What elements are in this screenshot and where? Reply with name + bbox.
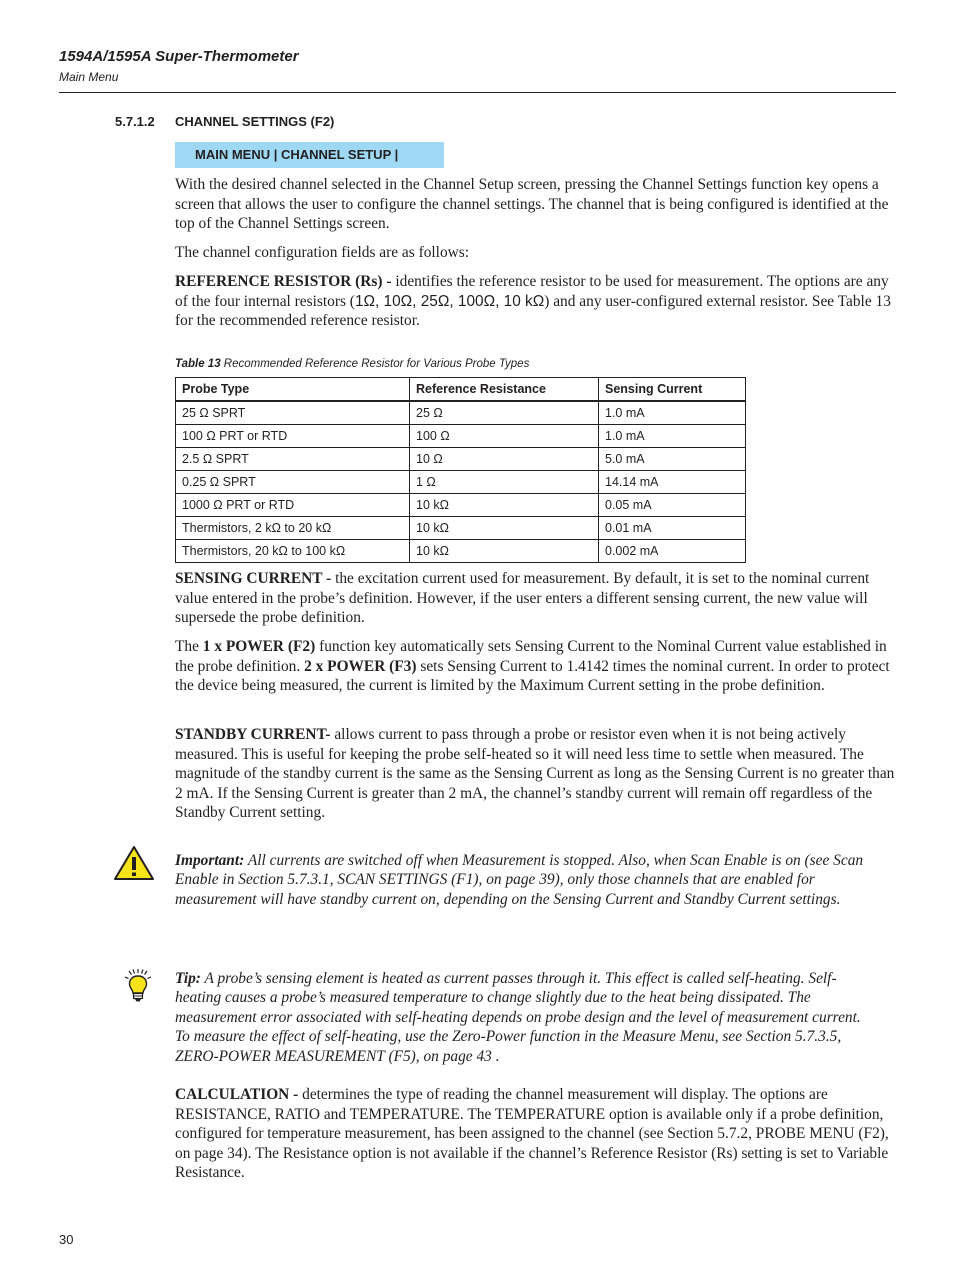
cell-reference-resistance: 10 kΩ [410, 540, 599, 563]
section-title: CHANNEL SETTINGS (F2) [175, 114, 335, 129]
sensing-current-paragraph [175, 569, 897, 628]
section-number: 5.7.1.2 [115, 114, 155, 129]
table-row [176, 471, 746, 494]
power-f3-term: 2 x POWER (F3) [304, 657, 417, 675]
reference-resistor-text: identifies the reference resistor to be used for measurement. The options are any of the four internal resistors ( [175, 273, 889, 310]
tip-text: A probe’s sensing element is heated as current passes through it. This effect is called self-heating. Self-heating causes a probe’s measured temperature to change slightly due to the heat being dissipated. The measurement error associated with self-heating depends on probe design and the level of measurement current. To measure the effect of self-heating, use the Zero-Power function in the Measure Menu, see Section 5.7.3.5, ZERO-POWER MEASUREMENT (F5), on page 43 . [175, 970, 861, 1065]
document-subtitle: Main Menu [59, 70, 119, 84]
power-f2-term: 1 x POWER (F2) [202, 638, 316, 655]
cell-reference-resistance: 10 Ω [410, 448, 599, 471]
calculation-text: determines the type of reading the channel measurement will display. The options are RESISTANCE, RATIO and TEMPERATURE. The TEMPERATURE option is available only if a probe definition, configured for temperature measurement, has been assigned to the channel (see Section 5.7.2, PROBE MENU (F2), on page 34). The Resistance option is not available if the channel’s Reference Resistor (Rs) setting is set to Variable Resistance. [175, 1086, 889, 1182]
header-reference-resistance: Reference Resistance [410, 378, 599, 402]
cell-probe-type: Thermistors, 2 kΩ to 20 kΩ [176, 517, 410, 540]
important-label: Important: [175, 852, 245, 869]
calculation-paragraph [175, 1085, 897, 1183]
table-caption-label: Table 13 [175, 358, 221, 370]
reference-resistor-paragraph [175, 272, 897, 331]
cell-reference-resistance: 100 Ω [410, 425, 599, 448]
lightbulb-icon [123, 968, 153, 1002]
reference-resistor-values: 1Ω, 10Ω, 25Ω, 100Ω, 10 kΩ [354, 292, 545, 310]
reference-resistor-table [175, 377, 746, 563]
cell-sensing-current: 0.002 mA [599, 540, 746, 563]
header-probe-type: Probe Type [176, 378, 410, 402]
cell-probe-type: 0.25 Ω SPRT [176, 471, 410, 494]
cell-sensing-current: 0.01 mA [599, 517, 746, 540]
document-title: 1594A/1595A Super-Thermometer [59, 48, 299, 65]
cell-sensing-current: 5.0 mA [599, 448, 746, 471]
cell-probe-type: 1000 Ω PRT or RTD [176, 494, 410, 517]
cell-reference-resistance: 25 Ω [410, 401, 599, 425]
fields-intro-paragraph: The channel configuration fields are as follows: [175, 244, 470, 261]
cell-probe-type: Thermistors, 20 kΩ to 100 kΩ [176, 540, 410, 563]
cell-reference-resistance: 1 Ω [410, 471, 599, 494]
reference-resistor-term: REFERENCE RESISTOR (Rs) - [175, 273, 392, 290]
cell-sensing-current: 1.0 mA [599, 425, 746, 448]
header-sensing-current: Sensing Current [599, 378, 746, 402]
cell-sensing-current: 0.05 mA [599, 494, 746, 517]
table-row [176, 494, 746, 517]
sensing-current-text: the excitation current used for measurement. By default, it is set to the nominal current value entered in the probe’s definition. However, if the user enters a different sensing current, the new value will supersede the probe definition. [175, 570, 870, 627]
important-note [175, 851, 865, 909]
standby-current-paragraph [175, 725, 897, 823]
power-keys-paragraph [175, 637, 897, 696]
warning-icon [113, 845, 155, 881]
cell-sensing-current: 14.14 mA [599, 471, 746, 494]
page-number: 30 [59, 1232, 74, 1247]
table-row [176, 517, 746, 540]
table-caption [175, 358, 529, 370]
table-caption-text: Recommended Reference Resistor for Various Probe Types [220, 358, 530, 370]
power-text-start: The [175, 638, 203, 655]
tip-note [175, 969, 865, 1066]
standby-current-text: allows current to pass through a probe or resistor even when it is not being actively measured. This is useful for keeping the probe self-heated so it will need less time to settle when measured. The magnitude of the standby current is the same as the Sensing Current as long as the Sensing Current is no greater than 2 mA. If the Sensing Current is greater than 2 mA, the channel’s standby current will remain off regardless of the Standby Current setting. [175, 726, 895, 822]
table-row [176, 448, 746, 471]
table-row [176, 425, 746, 448]
cell-probe-type: 2.5 Ω SPRT [176, 448, 410, 471]
standby-current-term: STANDBY CURRENT- [175, 726, 331, 743]
table-header-row [176, 378, 746, 402]
cell-reference-resistance: 10 kΩ [410, 517, 599, 540]
power-text-middle: function key automatically sets Sensing Current to the Nominal Current value established in the probe definition. [175, 638, 887, 675]
table-row [176, 540, 746, 563]
power-text-end: sets Sensing Current to 1.4142 times the nominal current. In order to protect the device being measured, the current is limited by the Maximum Current setting in the probe definition. [175, 657, 890, 695]
menu-path-banner: MAIN MENU | CHANNEL SETUP | [175, 142, 444, 168]
intro-paragraph: With the desired channel selected in the Channel Setup screen, pressing the Channel Settings function key opens a screen that allows the user to configure the channel settings. The channel that is being configured is identified at the top of the Channel Settings screen. [175, 176, 889, 233]
table-row [176, 401, 746, 425]
reference-resistor-text-end: ) and any user-configured external resistor. See Table 13 for the recommended reference resistor. [175, 292, 891, 330]
important-text: All currents are switched off when Measurement is stopped. Also, when Scan Enable is on (see Scan Enable in Section 5.7.3.1, SCAN SETTINGS (F1), on page 39), only those channels that are enabled for measurement will have standby current on, depending on the Sensing Current and Standby Current settings. [175, 852, 864, 908]
cell-probe-type: 25 Ω SPRT [176, 401, 410, 425]
cell-probe-type: 100 Ω PRT or RTD [176, 425, 410, 448]
tip-label: Tip: [175, 970, 201, 987]
sensing-current-term: SENSING CURRENT - [175, 570, 332, 587]
cell-reference-resistance: 10 kΩ [410, 494, 599, 517]
calculation-term: CALCULATION - [175, 1086, 299, 1103]
cell-sensing-current: 1.0 mA [599, 401, 746, 425]
header-rule [59, 92, 896, 93]
